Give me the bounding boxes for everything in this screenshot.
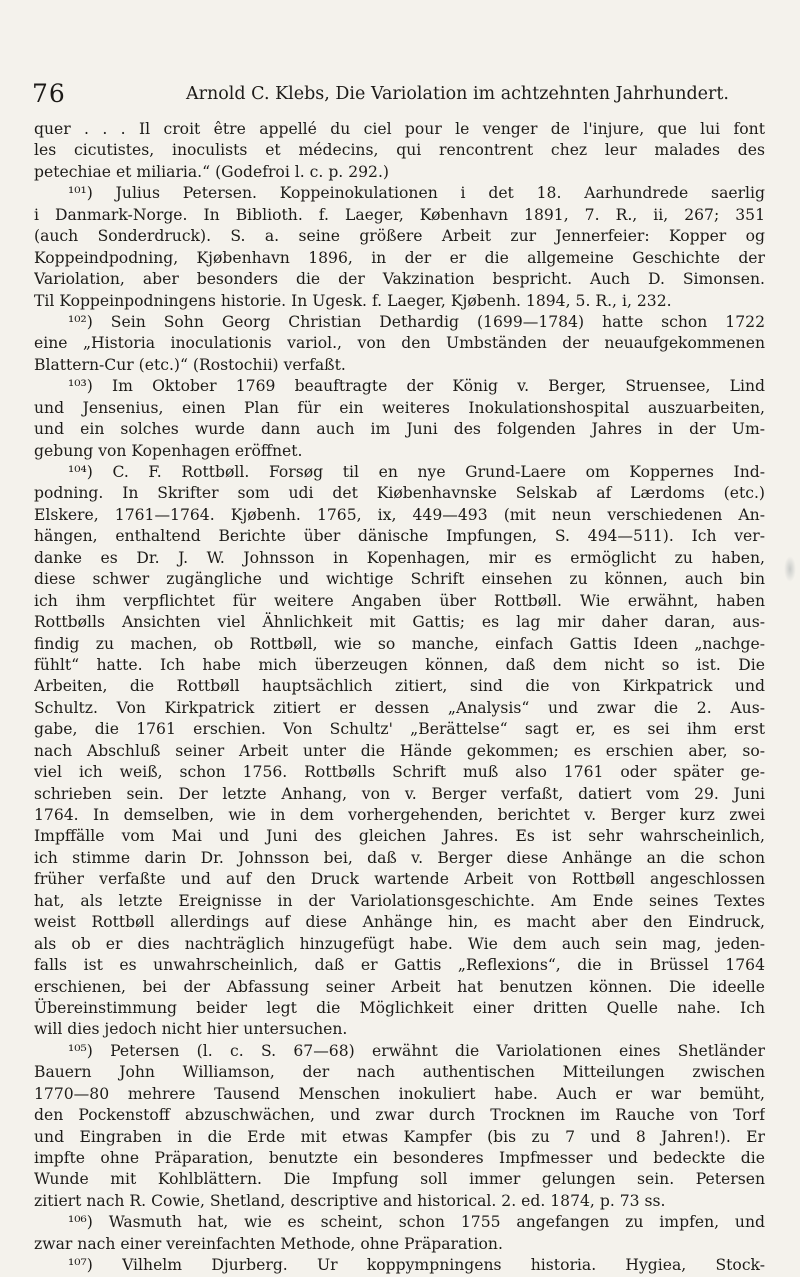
text-line: (auch Sonderdruck). S. a. seine größere Arbeit zur Jennerfeier: Kopper og (34, 227, 765, 246)
text-line: impfte ohne Präparation, benutzte ein besonderes Impfmesser und bedeckte die (34, 1149, 765, 1167)
footnote-text (34, 119, 765, 1277)
text-line: danke es Dr. J. W. Johnsson in Kopenhagen, mir es ermöglicht zu haben, (34, 548, 765, 567)
text-line: Elskere, 1761—1764. Kjøbenh. 1765, ix, 449—493 (mit neun verschiedenen An- (34, 505, 765, 524)
text-line: Wunde mit Kohlblättern. Die Impfung soll immer gelungen sein. Petersen (34, 1170, 765, 1189)
text-line: ¹⁰²) Sein Sohn Georg Christian Dethardig (1699—1784) hatte schon 1722 (68, 312, 765, 331)
text-line: Übereinstimmung beider legt die Möglichkeit einer dritten Quelle nahe. Ich (34, 998, 765, 1017)
text-line: les cicutistes, inoculists et médecins, qui rencontrent chez leur malades des (34, 141, 765, 160)
text-line: findig zu machen, ob Rottbøll, wie so manche, einfach Gattis Ideen „nachge- (34, 634, 765, 653)
text-line: erschienen, bei der Abfassung seiner Arbeit hat benutzen können. Die ideelle (34, 977, 765, 996)
text-line: ¹⁰⁵) Petersen (l. c. S. 67—68) erwähnt die Variolationen eines Shetländer (68, 1041, 765, 1060)
text-line: Koppeindpodning, Kjøbenhavn 1896, in der er die allgemeine Geschichte der (34, 248, 765, 267)
text-line: nach Abschluß seiner Arbeit unter die Hände gekommen; es erschien aber, so- (34, 741, 765, 760)
text-line: gebung von Kopenhagen eröffnet. (34, 441, 303, 460)
text-line: Blattern-Cur (etc.)“ (Rostochii) verfaßt. (34, 355, 346, 374)
text-line: weist Rottbøll allerdings auf diese Anhänge hin, es macht aber den Eindruck, (34, 913, 765, 932)
running-title: Arnold C. Klebs, Die Variolation im achtzehnten Jahrhundert. (186, 84, 729, 104)
text-line: ich stimme darin Dr. Johnsson bei, daß v. Berger diese Anhänge an die schon (34, 848, 765, 867)
text-line: falls ist es unwahrscheinlich, daß er Gattis „Reflexions“, die in Brüssel 1764 (34, 956, 765, 975)
text-line: viel ich weiß, schon 1756. Rottbølls Schrift muß also 1761 oder später ge- (34, 763, 765, 782)
text-line: ¹⁰⁶) Wasmuth hat, wie es scheint, schon 1755 angefangen zu impfen, und (68, 1213, 765, 1232)
text-line: und Eingraben in die Erde mit etwas Kampfer (bis zu 7 und 8 Jahren!). Er (34, 1127, 765, 1146)
text-line: schrieben sein. Der letzte Anhang, von v. Berger verfaßt, datiert vom 29. Juni (34, 784, 765, 803)
text-line: diese schwer zugängliche und wichtige Schrift einsehen zu können, auch bin (34, 570, 765, 589)
text-line: will dies jedoch nicht hier untersuchen. (34, 1020, 348, 1039)
text-line: eine „Historia inoculationis variol., von den Umbständen der neuaufgekommenen (34, 334, 765, 353)
text-line: zitiert nach R. Cowie, Shetland, descriptive and historical. 2. ed. 1874, p. 73 ss. (34, 1191, 666, 1210)
text-line: und ein solches wurde dann auch im Juni des folgenden Jahres in der Um- (34, 420, 765, 439)
text-line: Arbeiten, die Rottbøll hauptsächlich zitiert, sind die von Kirkpatrick und (34, 677, 765, 696)
page-smudge (784, 556, 796, 582)
text-line: und Jensenius, einen Plan für ein weiteres Inokulationshospital auszuarbeiten, (34, 398, 765, 417)
text-line: ¹⁰¹) Julius Petersen. Koppeinokulationen i det 18. Aarhundrede saerlig (68, 184, 765, 203)
text-line: ¹⁰⁴) C. F. Rottbøll. Forsøg til en nye Grund-Laere om Koppernes Ind- (68, 463, 765, 481)
text-line: gabe, die 1761 erschien. Von Schultz' „Berättelse“ sagt er, es sei ihm erst (34, 720, 765, 739)
text-line: 1770—80 mehrere Tausend Menschen inokuliert habe. Auch er war bemüht, (34, 1084, 765, 1103)
text-line: ¹⁰⁷) Vilhelm Djurberg. Ur koppympningens historia. Hygiea, Stock- (68, 1256, 765, 1275)
text-line: quer . . . Il croit être appellé du ciel pour le venger de l'injure, que lui font (34, 120, 765, 138)
text-line: podning. In Skrifter som udi det Kiøbenhavnske Selskab af Lærdoms (etc.) (34, 484, 765, 503)
text-line: Variolation, aber besonders die der Vakzination bespricht. Auch D. Simonsen. (34, 270, 765, 289)
page-header (32, 74, 768, 114)
text-line: hängen, enthaltend Berichte über dänische Impfungen, S. 494—511). Ich ver- (34, 527, 765, 546)
text-line: Rottbølls Ansichten viel Ähnlichkeit mit Gattis; es lag mir daher daran, aus- (34, 613, 765, 632)
text-line: früher verfaßte und auf den Druck wartende Arbeit von Rottbøll angeschlossen (34, 870, 765, 889)
text-line: Bauern John Williamson, der nach authentischen Mitteilungen zwischen (34, 1063, 765, 1082)
page-number: 76 (32, 79, 66, 108)
text-line: den Pockenstoff abzuschwächen, und zwar durch Trocknen im Rauche von Torf (34, 1106, 765, 1125)
text-line: 1764. In demselben, wie in dem vorhergehenden, berichtet v. Berger kurz zwei (34, 806, 765, 824)
text-line: zwar nach einer vereinfachten Methode, ohne Präparation. (34, 1234, 503, 1253)
text-line: Impffälle vom Mai und Juni des gleichen Jahres. Es ist sehr wahrscheinlich, (34, 827, 765, 846)
text-line: als ob er dies nachträglich hinzugefügt habe. Wie dem auch sein mag, jeden- (34, 934, 765, 953)
text-line: i Danmark-Norge. In Biblioth. f. Laeger, København 1891, 7. R., ii, 267; 351 (34, 205, 765, 224)
text-line: ich ihm verpflichtet für weitere Angaben über Rottbøll. Wie erwähnt, haben (34, 591, 765, 610)
text-line: ¹⁰³) Im Oktober 1769 beauftragte der König v. Berger, Struensee, Lind (68, 377, 765, 396)
text-line: fühlt“ hatte. Ich habe mich überzeugen können, daß dem nicht so ist. Die (34, 655, 765, 674)
text-line: Schultz. Von Kirkpatrick zitiert er dessen „Analysis“ und zwar die 2. Aus- (34, 698, 765, 717)
text-line: Til Koppeinpodningens historie. In Ugesk. f. Laeger, Kjøbenh. 1894, 5. R., i, 232. (34, 291, 672, 310)
text-line: petechiae et miliaria.“ (Godefroi l. c. p. 292.) (34, 162, 390, 181)
text-line: hat, als letzte Ereignisse in der Variolationsgeschichte. Am Ende seines Textes (34, 891, 765, 910)
